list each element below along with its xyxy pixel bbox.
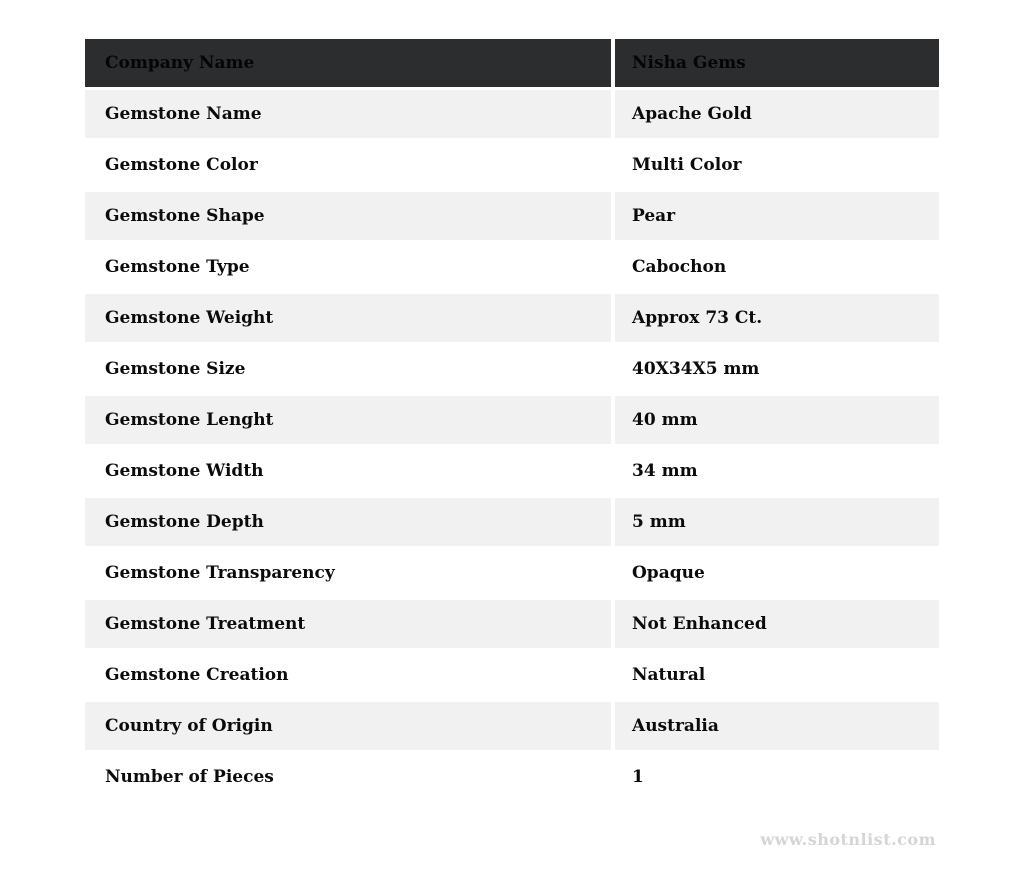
spec-value-cell [615, 141, 939, 189]
spec-label-cell [85, 600, 611, 648]
spec-label-cell [85, 549, 611, 597]
spec-label: Gemstone Weight [105, 308, 274, 328]
spec-value: 5 mm [632, 512, 686, 532]
company-name-value: Nisha Gems [632, 53, 746, 73]
table-row [85, 702, 939, 750]
spec-label-cell [85, 90, 611, 138]
spec-label-cell [85, 498, 611, 546]
spec-value: 40 mm [632, 410, 698, 430]
table-row [85, 294, 939, 342]
spec-value-cell [615, 294, 939, 342]
spec-label: Gemstone Shape [105, 206, 265, 226]
spec-label: Gemstone Transparency [105, 563, 335, 583]
spec-label-cell [85, 192, 611, 240]
spec-label-cell [85, 753, 611, 801]
spec-label: Gemstone Width [105, 461, 264, 481]
spec-label: Gemstone Color [105, 155, 258, 175]
spec-label: Gemstone Treatment [105, 614, 306, 634]
spec-value: Approx 73 Ct. [632, 308, 763, 328]
table-row [85, 90, 939, 138]
spec-value-cell [615, 192, 939, 240]
spec-value-cell [615, 549, 939, 597]
spec-value: Opaque [632, 563, 705, 583]
watermark-text: www.shotnlist.com [760, 830, 936, 849]
header-label: Company Name [105, 53, 255, 73]
spec-value-cell [615, 702, 939, 750]
spec-label-cell [85, 345, 611, 393]
spec-label: Gemstone Lenght [105, 410, 274, 430]
spec-label-cell [85, 243, 611, 291]
spec-value-cell [615, 243, 939, 291]
spec-value-cell [615, 345, 939, 393]
spec-value-cell [615, 498, 939, 546]
spec-value-cell [615, 447, 939, 495]
spec-value: Apache Gold [632, 104, 752, 124]
table-row [85, 345, 939, 393]
spec-label: Gemstone Size [105, 359, 246, 379]
table-row [85, 549, 939, 597]
spec-value-cell [615, 600, 939, 648]
spec-value-cell [615, 396, 939, 444]
gemstone-spec-table [85, 39, 939, 804]
spec-value: Multi Color [632, 155, 742, 175]
spec-label: Country of Origin [105, 716, 273, 736]
spec-label: Gemstone Depth [105, 512, 264, 532]
table-row [85, 498, 939, 546]
table-body [85, 90, 939, 801]
header-value-cell [615, 39, 939, 87]
spec-value: Cabochon [632, 257, 727, 277]
table-row [85, 192, 939, 240]
spec-label-cell [85, 702, 611, 750]
table-row [85, 141, 939, 189]
spec-value: Not Enhanced [632, 614, 767, 634]
spec-label: Gemstone Name [105, 104, 262, 124]
spec-value: 40X34X5 mm [632, 359, 760, 379]
spec-value-cell [615, 90, 939, 138]
table-row [85, 600, 939, 648]
spec-label: Gemstone Type [105, 257, 250, 277]
spec-value: Australia [632, 716, 719, 736]
header-label-cell [85, 39, 611, 87]
table-row [85, 396, 939, 444]
spec-value: 1 [632, 767, 644, 787]
spec-value-cell [615, 753, 939, 801]
spec-value: Pear [632, 206, 676, 226]
spec-value: Natural [632, 665, 706, 685]
spec-label: Gemstone Creation [105, 665, 289, 685]
spec-label-cell [85, 294, 611, 342]
spec-value: 34 mm [632, 461, 698, 481]
table-header-row [85, 39, 939, 87]
table-row [85, 447, 939, 495]
spec-label: Number of Pieces [105, 767, 274, 787]
table-row [85, 651, 939, 699]
spec-label-cell [85, 447, 611, 495]
spec-label-cell [85, 141, 611, 189]
spec-label-cell [85, 651, 611, 699]
spec-value-cell [615, 651, 939, 699]
table-row [85, 753, 939, 801]
spec-label-cell [85, 396, 611, 444]
table-row [85, 243, 939, 291]
